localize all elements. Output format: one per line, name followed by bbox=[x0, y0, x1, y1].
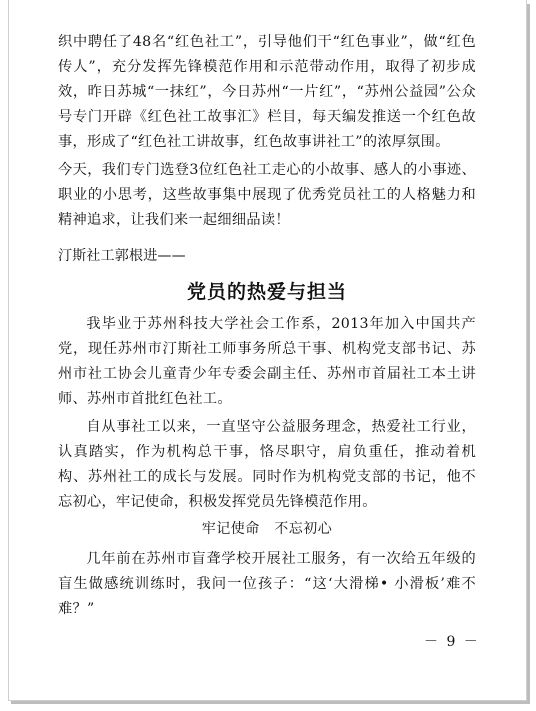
work-paragraph: 自从事社工以来，一直坚守公益服务理念，热爱社工行业，认真踏实，作为机构总干事，恪尽职守，肩负重任，推动着机构、苏州社工的成长与发展。同时作为机构党支部的书记，他不忘初心，牢记使命，积极发挥党员先锋模范作用。 bbox=[58, 419, 476, 510]
today-paragraph: 今天，我们专门选登3位红色社工走心的小故事、感人的小事迹、职业的小思考，这些故事集中展现了优秀党员社工的人格魅力和精神追求，让我们来一起细细品读！ bbox=[58, 162, 476, 228]
section-label: 汀斯社工郭根进—— bbox=[58, 248, 186, 264]
article-title: 党员的热爱与担当 bbox=[186, 281, 347, 303]
subheading: 牢记使命 不忘初心 bbox=[201, 521, 333, 537]
page-number: － 9 － bbox=[424, 634, 480, 650]
page-shadow-bottom bbox=[11, 701, 530, 704]
page-shadow-right bbox=[527, 4, 530, 704]
story-paragraph: 几年前在苏州市盲聋学校开展社工服务，有一次给五年级的盲生做感统训练时，我问一位孩子：“这‘大滑梯• 小滑板’难不难？” bbox=[58, 551, 476, 617]
bio-paragraph: 我毕业于苏州科技大学社会工作系，2013年加入中国共产党，现任苏州市汀斯社工师事务所总干事、机构党支部书记、苏州市社工协会儿童青少年专委会副主任、苏州市首届社工本土讲师、苏州市首批红色社工。 bbox=[58, 316, 476, 407]
intro-paragraph-end: 织中聘任了48名“红色社工”，引导他们干“红色事业”，做“红色传人”，充分发挥先锋模范作用和示范带动作用，取得了初步成效，昨日苏城“一抹红”，今日苏州“一片红”，“苏州公益园”公众号专门开辟《红色社工故事汇》栏目，每天编发推送一个红色故事，形成了“红色社工讲故事，红色故事讲社工”的浓厚氛围。 bbox=[58, 34, 476, 150]
